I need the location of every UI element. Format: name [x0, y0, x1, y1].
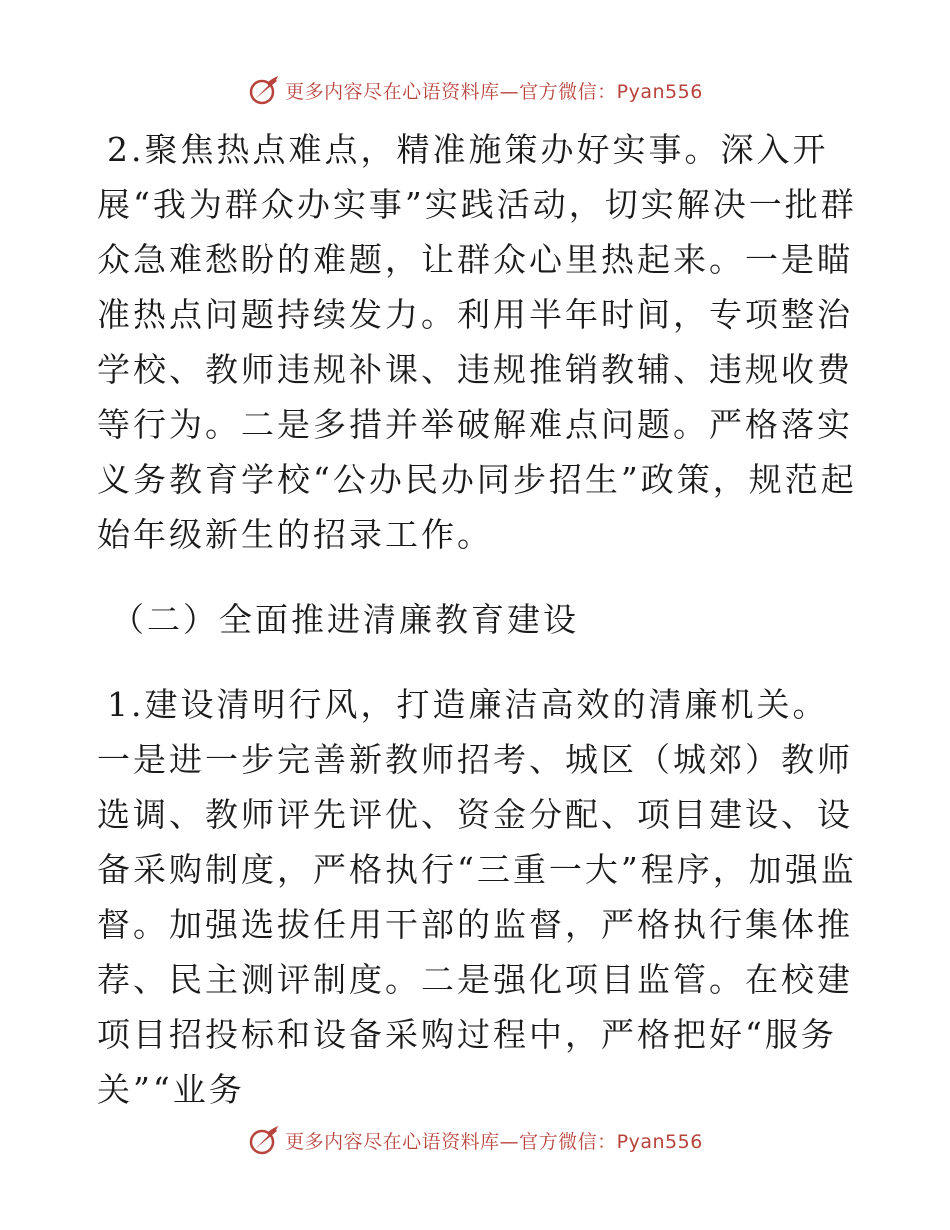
paragraph-1: 2.聚焦热点难点，精准施策办好实事。深入开展“我为群众办实事”实践活动，切实解决一批群众急难愁盼的难题，让群众心里热起来。一是瞄准热点问题持续发力。利用半年时间，专项整治学校、教师违规补课、违规推销教辅、违规收费等行为。二是多措并举破解难点问题。严格落实义务教育学校“公办民办同步招生”政策，规范起始年级新生的招录工作。 [97, 130, 857, 554]
footer-watermark [0, 1120, 950, 1160]
header-watermark [0, 70, 950, 110]
feather-quill-icon [247, 73, 281, 107]
feather-quill-icon [247, 1123, 281, 1157]
watermark-text: 更多内容尽在心语资料库—官方微信：Pyan556 [285, 80, 703, 103]
watermark-text: 更多内容尽在心语资料库—官方微信：Pyan556 [285, 1130, 703, 1153]
document-body [97, 122, 857, 1117]
paragraph-2: 1.建设清明行风，打造廉洁高效的清廉机关。一是进一步完善新教师招考、城区（城郊）教师选调、教师评先评优、资金分配、项目建设、设备采购制度，严格执行“三重一大”程序，加强监督。加强选拔任用干部的监督，严格执行集体推荐、民主测评制度。二是强化项目监管。在校建项目招投标和设备采购过程中，严格把好“服务关”“业务 [97, 685, 857, 1109]
section-heading: （二）全面推进清廉教育建设 [111, 600, 579, 639]
